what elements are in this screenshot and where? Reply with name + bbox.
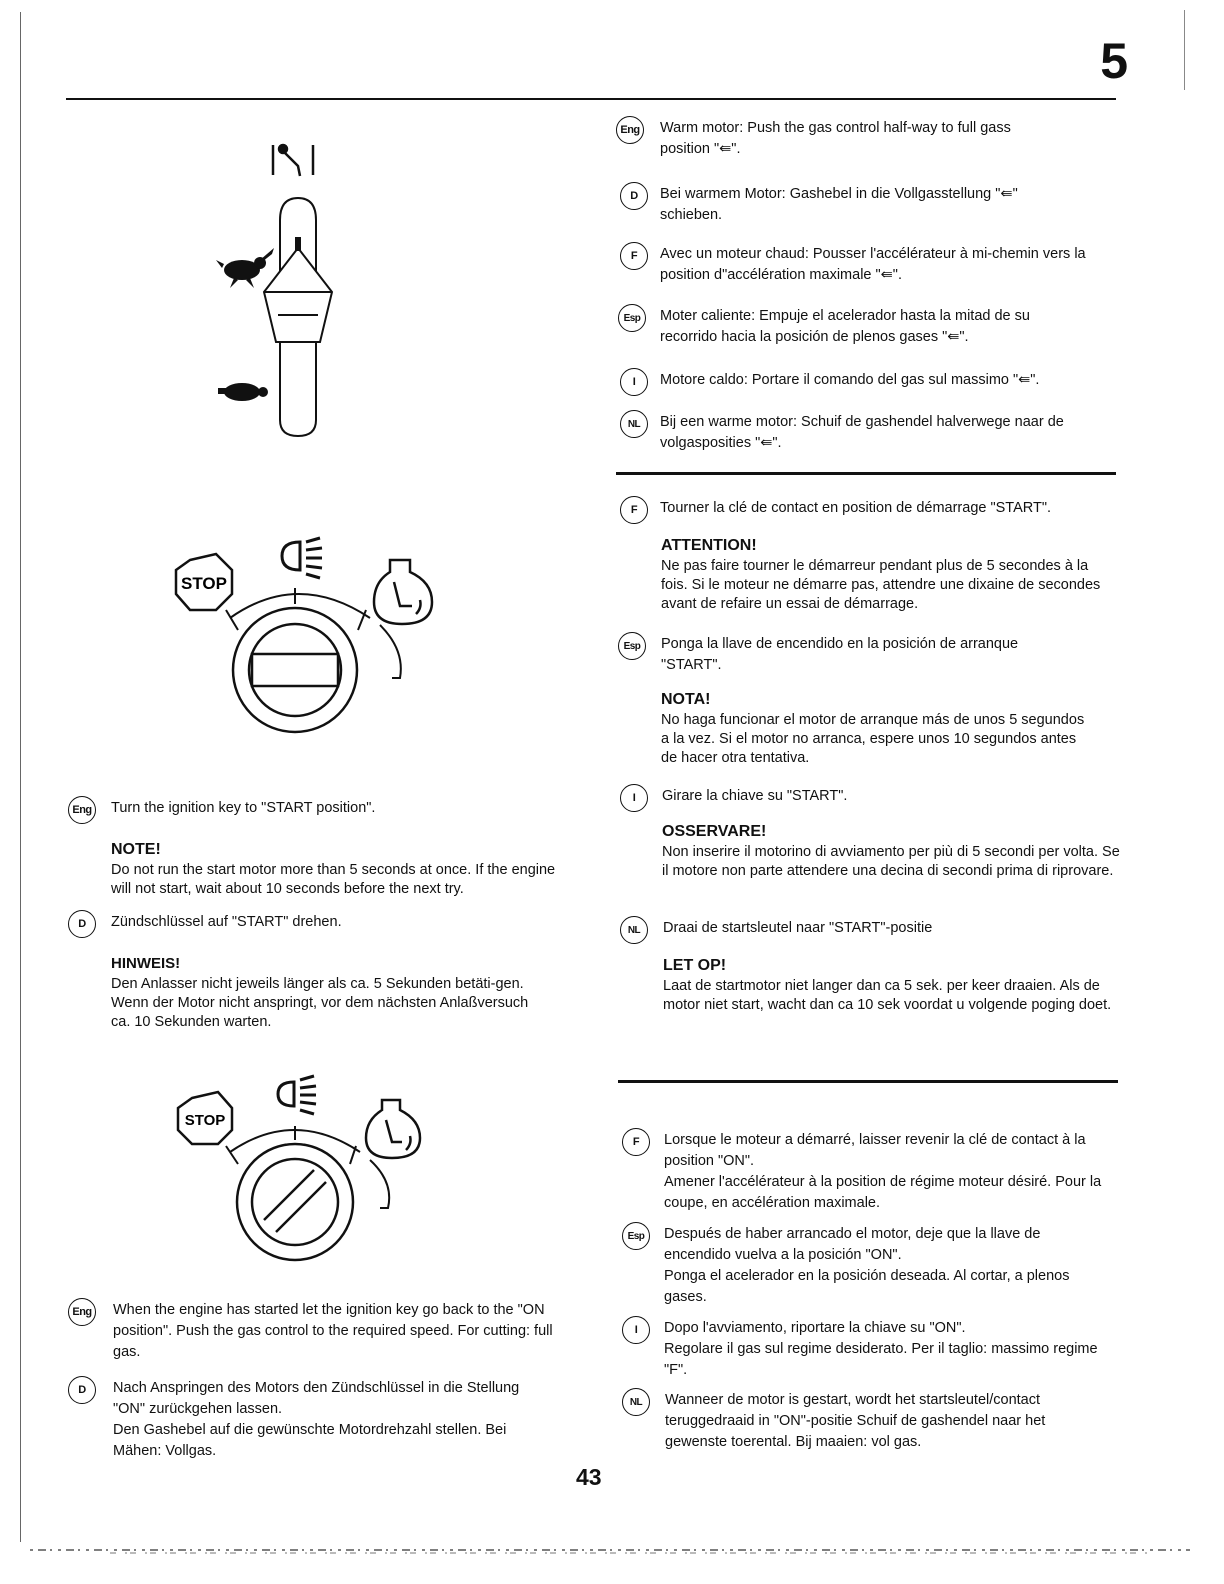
headlight-icon [282, 538, 322, 578]
lang-badge-i: I [620, 784, 648, 812]
start-d-text: Zündschlüssel auf "START" drehen. [111, 914, 342, 930]
note-title: NOTA! [661, 691, 711, 708]
left-margin-line [20, 12, 21, 1542]
warm-motor-d-text: Bei warmem Motor: Gashebel in die Vollgasstellung "⇚" schieben. [660, 186, 1018, 223]
chapter-number: 5 [1100, 33, 1128, 89]
throttle-lever [264, 238, 332, 342]
warm-motor-d [620, 182, 1110, 228]
on-eng [68, 1298, 568, 1368]
start-f [620, 496, 1120, 626]
scan-noise [30, 1546, 1190, 1556]
start-f-note [661, 536, 1111, 614]
on-esp-text: Después de haber arrancado el motor, deje que la llave de encendido vuelva a la posición "ON". Ponga el acelerador en la posición deseada. Al cortar, a plenos gases. [664, 1226, 1070, 1305]
stop-label: STOP [181, 574, 227, 593]
warm-motor-f-text: Avec un moteur chaud: Pousser l'accélérateur à mi-chemin vers la position d"accélération maximale "⇚". [660, 246, 1086, 283]
lang-badge-f: F [620, 496, 648, 524]
start-esp [618, 632, 1118, 772]
on-nl [622, 1388, 1122, 1452]
note-text: Den Anlasser nicht jeweils länger als ca. 5 Sekunden betäti-gen. Wenn der Motor nicht anspringt, vor dem nächsten Anlaßversuch ca. 10 Sekunden warten. [111, 976, 529, 1030]
ignition-switch-start [170, 530, 450, 780]
engine-start-icon [374, 560, 432, 624]
choke-icon [273, 145, 313, 176]
ignition-switch-on [174, 1070, 434, 1290]
start-f-text: Tourner la clé de contact en position de démarrage "START". [660, 500, 1051, 516]
on-f [622, 1128, 1122, 1212]
start-nl [620, 916, 1120, 1036]
lang-badge-eng: Eng [616, 116, 644, 144]
start-eng-text: Turn the ignition key to "START position". [111, 800, 376, 816]
note-text: Do not run the start motor more than 5 seconds at once. If the engine will not start, wait about 10 seconds before the next try. [111, 862, 556, 897]
header-rule [66, 98, 1116, 100]
on-esp [622, 1222, 1122, 1306]
warm-motor-eng [616, 116, 1116, 162]
on-nl-text: Wanneer de motor is gestart, wordt het startsleutel/contact teruggedraaid in "ON"-positie Schuif de gashendel naar het gewenste toerental. Bij maaien: vol gas. [665, 1392, 1046, 1450]
turtle-icon [218, 383, 268, 401]
warm-motor-nl [620, 410, 1120, 456]
note-text: Laat de startmotor niet langer dan ca 5 sek. per keer draaien. Als de motor niet start, wacht dan ca 10 sek voordat u volgende poging doet. [663, 978, 1112, 1013]
lang-badge-eng: Eng [68, 1298, 96, 1326]
start-d-note [111, 954, 551, 1032]
start-nl-text: Draai de startsleutel naar "START"-positie [663, 920, 933, 936]
start-i-text: Girare la chiave su "START". [662, 788, 848, 804]
note-title: ATTENTION! [661, 537, 757, 554]
lang-badge-i: I [620, 368, 648, 396]
note-title: NOTE! [111, 841, 161, 858]
lang-badge-d: D [68, 1376, 96, 1404]
start-i-note [662, 822, 1122, 881]
warm-motor-eng-text: Warm motor: Push the gas control half-way to full gass position "⇚". [660, 120, 1011, 157]
start-i [620, 784, 1120, 904]
key-dial [233, 608, 357, 732]
on-i-text: Dopo l'avviamento, riportare la chiave su "ON". Regolare il gas sul regime desiderato. Per il taglio: massimo regime "F". [664, 1320, 1098, 1378]
lang-badge-esp: Esp [618, 304, 646, 332]
key-dial [237, 1144, 353, 1260]
warm-motor-i-text: Motore caldo: Portare il comando del gas sul massimo "⇚". [660, 372, 1040, 388]
lang-badge-esp: Esp [622, 1222, 650, 1250]
note-title: HINWEIS! [111, 955, 181, 972]
start-nl-note [663, 956, 1113, 1015]
on-d-text: Nach Anspringen des Motors den Zündschlüssel in die Stellung "ON" zurückgehen lassen. Den Gashebel auf die gewünschte Motordrehzahl stellen. Bei Mähen: Vollgas. [113, 1380, 520, 1459]
on-i [622, 1316, 1122, 1380]
lang-badge-esp: Esp [618, 632, 646, 660]
headlight-icon [278, 1076, 316, 1114]
page-number: 43 [576, 1464, 602, 1490]
start-d [68, 910, 568, 1040]
lang-badge-f: F [622, 1128, 650, 1156]
lang-badge-nl: NL [620, 916, 648, 944]
rabbit-icon [216, 248, 274, 288]
warm-motor-nl-text: Bij een warme motor: Schuif de gashendel halverwege naar de volgasposities "⇚". [660, 414, 1064, 451]
warm-motor-esp-text: Moter caliente: Empuje el acelerador hasta la mitad de su recorrido hacia la posición de plenos gases "⇚". [660, 308, 1030, 345]
lang-badge-nl: NL [620, 410, 648, 438]
engine-start-icon [366, 1100, 420, 1158]
throttle-figure [200, 130, 360, 450]
stop-label: STOP [184, 1112, 226, 1129]
warm-motor-f [620, 242, 1120, 288]
warm-motor-i [620, 368, 1120, 398]
note-text: No haga funcionar el motor de arranque más de unos 5 segundos a la vez. Si el motor no arranca, espere unos 10 segundos antes de hacer otra tentativa. [661, 712, 1085, 766]
start-esp-text: Ponga la llave de encendido en la posición de arranque "START". [661, 636, 1019, 673]
note-title: LET OP! [663, 957, 727, 974]
note-text: Non inserire il motorino di avviamento per più di 5 secondi per volta. Se il motore non parte attendere una decina di secondi prima di riprovare. [662, 844, 1120, 879]
note-text: Ne pas faire tourner le démarreur pendant plus de 5 secondes à la fois. Si le moteur ne démarre pas, attendre une dixaine de secondes avant de refaire un essai de démarrage. [661, 558, 1101, 612]
start-eng [68, 796, 568, 906]
section-rule-2 [618, 1080, 1118, 1083]
section-rule-1 [616, 472, 1116, 475]
right-margin-line [1184, 10, 1185, 90]
lang-badge-d: D [68, 910, 96, 938]
on-eng-text: When the engine has started let the ignition key go back to the "ON position". Push the gas control to the required speed. For cutting: full gas. [113, 1302, 553, 1360]
start-eng-note [111, 840, 561, 899]
lang-badge-f: F [620, 242, 648, 270]
lang-badge-i: I [622, 1316, 650, 1344]
on-f-text: Lorsque le moteur a démarré, laisser revenir la clé de contact à la position "ON". Amener l'accélérateur à la position de régime moteur désiré. Pour la coupe, en accélération maximale. [664, 1132, 1102, 1211]
start-esp-note [661, 690, 1091, 768]
lang-badge-eng: Eng [68, 796, 96, 824]
lang-badge-nl: NL [622, 1388, 650, 1416]
lang-badge-d: D [620, 182, 648, 210]
note-title: OSSERVARE! [662, 823, 767, 840]
on-d [68, 1376, 568, 1460]
warm-motor-esp [618, 304, 1118, 350]
